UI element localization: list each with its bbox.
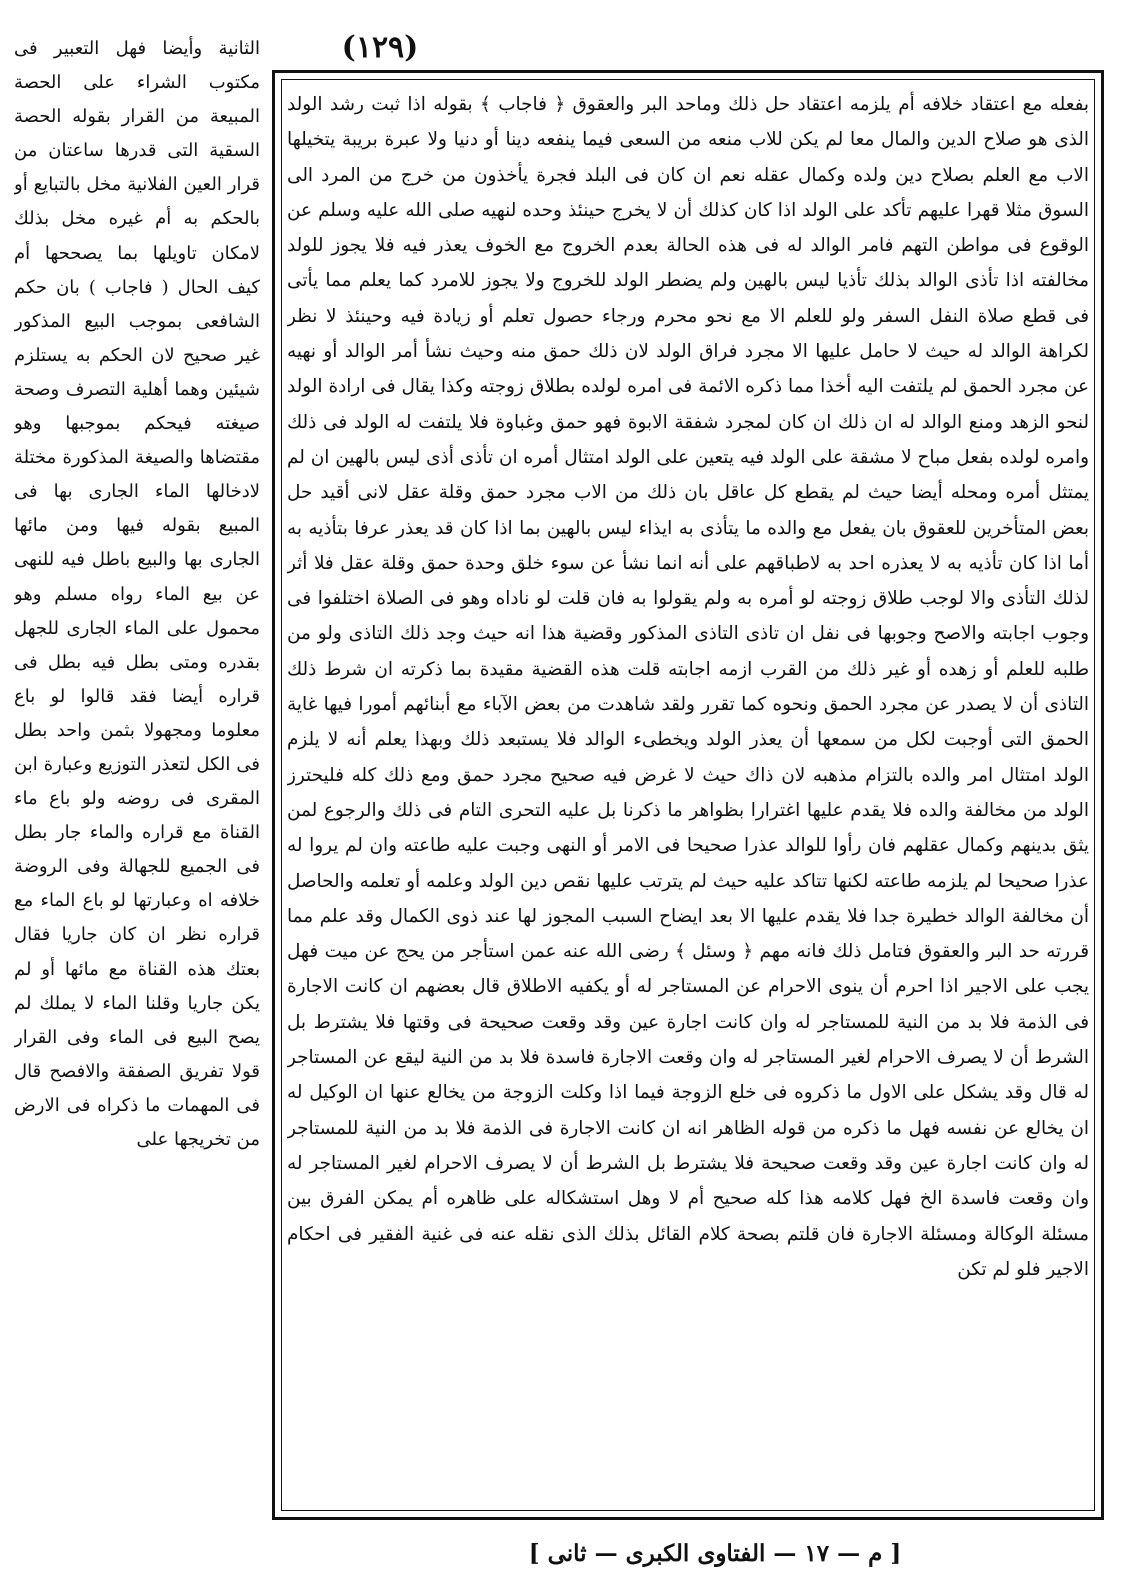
main-text-frame [272,70,1104,1520]
main-paragraph: بفعله مع اعتقاد خلافه أم يلزمه اعتقاد حل ذلك وماحد البر والعقوق ﴿ فاجاب ﴾ بقوله اذا ثبت رشد الولد الذى هو صلاح الدين والمال معا لم يكن للاب منعه من السعى فيما ينفعه دينا أو دنيا ولا عبرة بريبة يتخيلها الاب مع العلم بصلاح دين ولده وكمال عقله نعم ان كان فى البلد فجرة يأخذون من خرج من المرد الى السوق مثلا قهرا عليهم تأكد على الولد اذا كان كذلك أن لا يخرج حينئذ وحده لنهيه صلى الله عليه وسلم عن الوقوع فى مواطن التهم فامر الوالد له فى هذه الحالة بعدم الخروج مع الخوف يعذر فيه فلا يجوز للولد مخالفته اذا تأذى الوالد بذلك تأذيا ليس بالهين ولم يضطر الولد للخروج ولا يجوز للامرد كما يعلم مما يأتى فى قطع صلاة النفل السفر ولو للعلم الا مع نحو محرم ورجاء حصول تعلم أو زيادة فيه وحينئذ لا نظر لكراهة الوالد له حيث لا حامل عليها الا مجرد فراق الولد لان ذلك حمق منه وحيث نشأ أمر الوالد أو نهيه عن مجرد الحمق لم يلتفت اليه أخذا مما ذكره الائمة فى امره لولده بطلاق زوجته وكذا يقال فى ارادة الولد لنحو الزهد ومنع الوالد له ان ذلك ان كان لمجرد شفقة الابوة فهو حمق وغباوة فلا يلتفت له الولد فى ذلك وامره لولده بفعل مباح لا مشقة على الولد فيه يتعين على الولد امتثال أمره ان تأذى أذى ليس بالهين ان لم يمتثل أمره ومحله أيضا حيث لم يقطع كل عاقل بان ذلك من الاب مجرد حمق وقلة عقل لانى أقيد حل بعض المتأخرين للعقوق بان يفعل مع والده ما يتأذى به ايذاء ليس بالهين بما اذا كان قد يعذر عرفا بتأذيه به أما اذا كان تأذيه به لا يعذره احد به لاطباقهم على أنه انما نشأ عن سوء خلق وحدة حمق وقلة عقل فلا أثر لذلك التأذى والا لوجب طلاق زوجته لو أمره به ولم يقولوا به فان قلت لو ناداه وهو فى الصلاة اختلفوا فى وجوب اجابته والاصح وجوبها فى نفل ان تاذى التاذى المذكور وقضية هذا انه حيث وجد ذلك التاذى ولو من طلبه للعلم أو زهده أو غير ذلك من القرب ازمه اجابته قلت هذه القضية مقيدة بما ذكرته ان شرط ذلك التاذى أن لا يصدر عن مجرد الحمق ونحوه كما تقرر ولقد شاهدت من بعض الآباء مع أبنائهم أمورا فيها غاية الحمق التى أوجبت لكل من سمعها أن يعذر الولد ويخطىء الوالد فلا يستبعد ذلك وبهذا يعلم أنه لا يلزم الولد امتثال امر والده بالتزام مذهبه لان ذاك حيث لا غرض فيه صحيح مجرد حمق ومع ذلك كله فليحترز الولد من مخالفة والده فلا يقدم عليها اغترارا بظواهر ما ذكرنا بل عليه التحرى التام فى ذلك والرجوع لمن يثق بدينهم وكمال عقلهم فان رأوا للوالد عذرا صحيحا فى الامر أو النهى وجبت عليه طاعته وان لم يروا له عذرا صحيحا لم يلزمه طاعته لكنها تتاكد عليه حيث لم يترتب عليها نقص دين الولد وعلمه أو تعلمه والحاصل أن مخالفة الوالد خطيرة جدا فلا يقدم عليها الا بعد ايضاح السبب المجوز لها عند ذوى الكمال وقد علم مما قررته حد البر والعقوق فتامل ذلك فانه مهم ﴿ وسئل ﴾ رضى الله عنه عمن استأجر من يحج عن ميت فهل يجب على الاجير اذا احرم أن ينوى الاحرام عن المستاجر له أو يكفيه الاطلاق قال بعضهم ان كانت الاجارة فى الذمة فلا بد من النية للمستاجر له وان كانت اجارة عين وقد وقعت صحيحة فى وقتها فلا يشترط بل الشرط أن لا يصرف الاحرام لغير المستاجر له وان وقعت الاجارة فاسدة فلا بد من النية ليقع عن المستاجر له قال وقد يشكل على الاول ما ذكروه فى خلع الزوجة فيما اذا وكلت الزوجة من يخالع عنها ان الوكيل له ان يخالع عن نفسه فهل ما ذكره من قوله الظاهر انه ان كانت الاجارة فى الذمة فلا بد من النية للمستاجر له وان كانت اجارة عين وقد وقعت صحيحة فلا يشترط بل الشرط أن لا يصرف الاحرام لغير المستاجر له وان وقعت فاسدة الخ فهل كلامه هذا كله صحيح أم لا وهل استشكاله على ظاهره أم يمكن الفرق بين مسئلة الوكالة ومسئلة الاجارة فان قلتم بصحة كلام القائل بذلك الذى نقله عنه فى غنية الفقير فى احكام الاجير فلو لم تكن [287,94,1089,1280]
main-body-text [287,87,1089,1507]
signature-footer: [ م — ١٧ — الفتاوى الكبرى — ثانى ] [528,1540,902,1567]
margin-paragraph: الثانية وأيضا فهل التعبير فى مكتوب الشراء على الحصة المبيعة من القرار بقوله الحصة السقية التى قدرها ساعتان من قرار العين الفلانية مخل بالتبايع أو بالحكم به أم غيره مخل بذلك لامكان تاويلها بما يصححها أم كيف الحال ( فاجاب ) بان حكم الشافعى بموجب البيع المذكور غير صحيح لان الحكم به يستلزم شيئين وهما أهلية التصرف وصحة صيغته فيحكم بموجبها وهو مقتضاها والصيغة المذكورة مختلة لادخالها الماء الجارى بها فى المبيع بقوله فيها ومن مائها الجارى بها والبيع باطل فيه للنهى عن بيع الماء رواه مسلم وهو محمول على الماء الجارى للجهل بقدره ومتى بطل فيه بطل فى قراره أيضا فقد قالوا لو باع معلوما ومجهولا بثمن واحد بطل فى الكل لتعذر التوزيع وعبارة ابن المقرى فى روضه ولو باع ماء القناة مع قراره والماء جار بطل فى الجميع للجهالة وفى الروضة خلافه اه وعبارتها لو باع الماء مع قراره نظر ان كان جاريا فقال بعتك هذه القناة مع مائها أو لم يكن جاريا وقلنا الماء لا يملك لم يصح البيع فى الماء وفى القرار قولا تفريق الصفقة والافصح قال فى المهمات ما ذكراه فى الارض من تخريجها على [14,38,260,1150]
margin-commentary [14,32,260,1537]
page-number: (١٢٩) [341,30,419,65]
